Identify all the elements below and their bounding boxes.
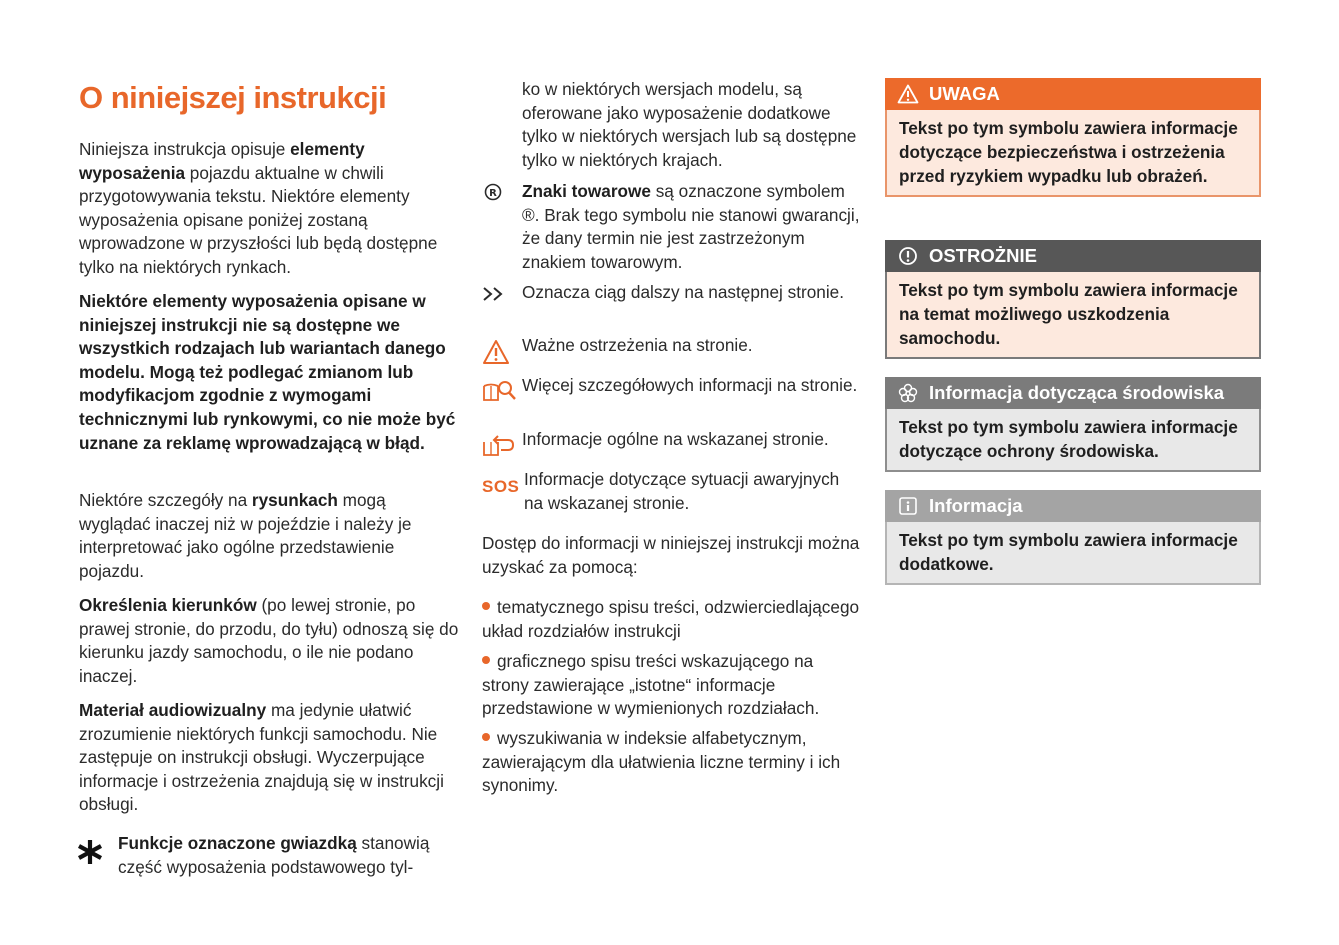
bullet-item: tematycznego spisu treści, odzwierciedlającego układ rozdziałów instrukcji xyxy=(482,597,860,641)
directions-paragraph: Określenia kierunków (po lewej stronie, po prawej stronie, do przodu, do tyłu) odnoszą się do kierunku jazdy samochodu, o ile nie podano inaczej. xyxy=(79,595,459,686)
warning-triangle-icon xyxy=(482,334,520,360)
continuation-paragraph: ko w niektórych wersjach modelu, są oferowane jako wyposażenie dodatkowe tylko w niektórych wersjach lub są dostępne tylko w niektórych krajach. xyxy=(522,79,857,170)
asterisk-icon xyxy=(77,834,103,872)
warning-box xyxy=(885,78,1261,197)
caution-box-header: OSTROŻNIE xyxy=(885,240,1261,272)
star-features-item: Funkcje oznaczone gwiazdką stanowią część wyposażenia podstawowego tyl- xyxy=(79,832,459,879)
page-title: O niniejszej instrukcji xyxy=(79,80,387,115)
exclamation-circle-icon xyxy=(897,245,919,267)
info-square-icon xyxy=(897,495,919,517)
warning-box-body: Tekst po tym symbolu zawiera informacje dotyczące bezpieczeństwa i ostrzeżenia przed ryzykiem wypadku lub obrażeń. xyxy=(899,118,1238,186)
symbol-item-warning: Ważne ostrzeżenia na stronie. xyxy=(482,334,862,358)
caution-box xyxy=(885,240,1261,359)
environment-box xyxy=(885,377,1261,472)
svg-text:R: R xyxy=(489,188,497,199)
caution-box-body: Tekst po tym symbolu zawiera informacje na temat możliwego uszkodzenia samochodu. xyxy=(899,280,1238,348)
symbol-item-more-info: Więcej szczegółowych informacji na stronie. xyxy=(482,374,862,398)
info-box-header: Informacja xyxy=(885,490,1261,522)
audiovisual-paragraph: Materiał audiowizualny ma jedynie ułatwić zrozumienie niektórych funkcji samochodu. Nie zastępuje on instrukcji obsługi. Wyczerpujące informacje i ostrzeżenia znajdują się w instrukcji obsługi. xyxy=(79,700,444,815)
environment-box-header: Informacja dotycząca środowiska xyxy=(885,377,1261,409)
flower-icon xyxy=(897,382,919,404)
drawings-paragraph: Niektóre szczegóły na rysunkach mogą wyglądać inaczej niż w pojeździe i należy je interpretować jako ogólne przedstawienie pojazdu. xyxy=(79,490,412,581)
warning-triangle-icon xyxy=(897,83,919,105)
info-box-body: Tekst po tym symbolu zawiera informacje dodatkowe. xyxy=(899,530,1238,574)
environment-box-body: Tekst po tym symbolu zawiera informacje dotyczące ochrony środowiska. xyxy=(899,417,1238,461)
book-search-icon xyxy=(482,374,520,400)
intro-paragraph: Niniejsza instrukcja opisuje elementy wyposażenia pojazdu aktualne w chwili przygotowywania tekstu. Niektóre elementy wyposażenia opisane poniżej zostaną wprowadzone w przyszłości lub będą dostępne tylko na niektórych rynkach. xyxy=(79,139,438,277)
registered-icon xyxy=(482,180,520,206)
double-chevron-icon xyxy=(482,281,520,307)
bullet-dot-icon xyxy=(482,602,490,610)
symbol-item-general-info: Informacje ogólne na wskazanej stronie. xyxy=(482,428,862,452)
access-intro: Dostęp do informacji w niniejszej instrukcji można uzyskać za pomocą: xyxy=(482,533,860,577)
bullet-dot-icon xyxy=(482,656,490,664)
bullet-dot-icon xyxy=(482,733,490,741)
symbol-item-trademark: R Znaki towarowe są oznaczone symbolem ®. Brak tego symbolu nie stanowi gwarancji, że dany termin nie jest zastrzeżonym znakiem towarowym. xyxy=(482,180,862,274)
bullet-item: wyszukiwania w indeksie alfabetycznym, zawierającym dla ułatwienia liczne terminy i ich synonimy. xyxy=(482,728,841,796)
symbol-item-continued: Oznacza ciąg dalszy na następnej stronie. xyxy=(482,281,862,305)
warning-box-header: UWAGA xyxy=(885,78,1261,110)
bullet-item: graficznego spisu treści wskazującego na strony zawierające „istotne“ informacje przedstawione w wymienionych rozdziałach. xyxy=(482,651,820,719)
book-arrow-icon xyxy=(482,428,520,454)
info-box xyxy=(885,490,1261,585)
sos-icon: SOS xyxy=(482,477,520,496)
symbol-item-sos: SOS Informacje dotyczące sytuacji awaryjnych na wskazanej stronie. xyxy=(482,469,840,513)
availability-notice: Niektóre elementy wyposażenia opisane w niniejszej instrukcji nie są dostępne we wszystkich rodzajach lub wariantach danego modelu. Mogą też podlegać zmianom lub modyfikacjom zgodnie z wymogami technicznymi lub rynkowymi, co nie może być uznane za reklamę wprowadzającą w błąd. xyxy=(79,291,456,453)
